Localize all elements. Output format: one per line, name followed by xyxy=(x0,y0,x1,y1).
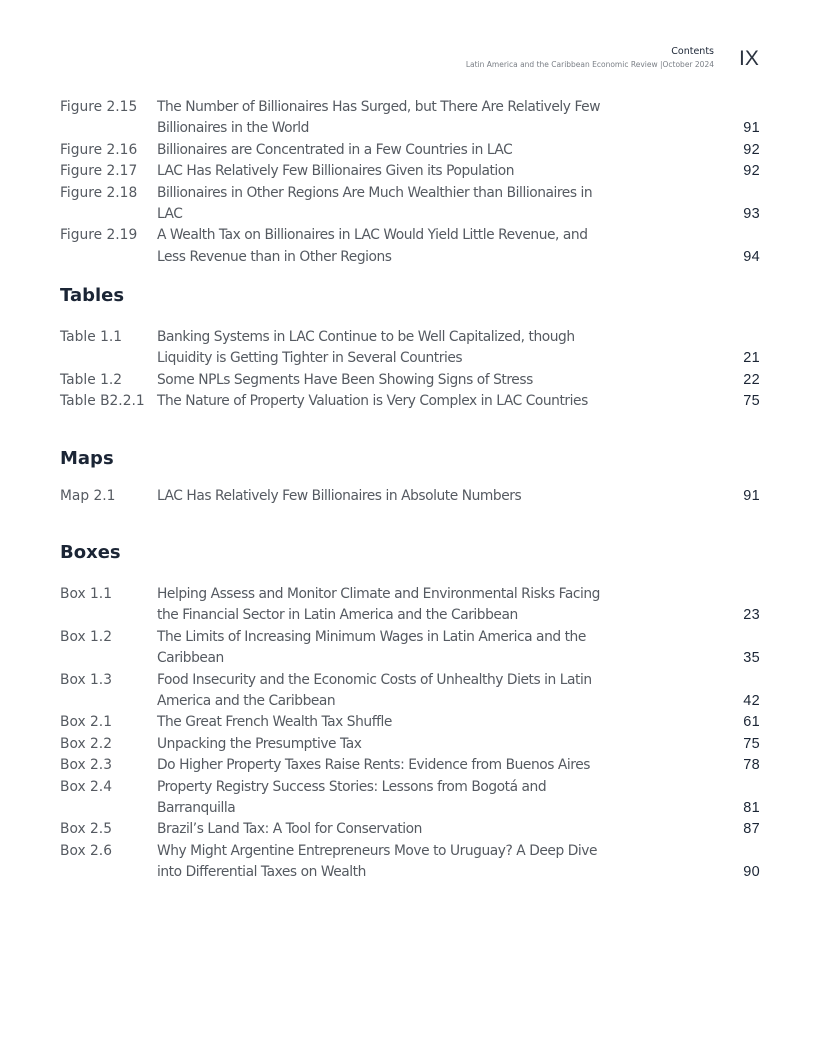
page-number: IX xyxy=(739,47,759,70)
entry-page-number: 61 xyxy=(743,714,760,731)
entry-title: Food Insecurity and the Economic Costs of Unhealthy Diets in Latin America and the Caribbean xyxy=(157,671,592,710)
entry-page-number: 92 xyxy=(743,141,760,158)
entry-title: The Limits of Increasing Minimum Wages in Latin America and the Caribbean xyxy=(157,628,586,667)
entry-title: Do Higher Property Taxes Raise Rents: Evidence from Buenos Aires xyxy=(157,757,590,774)
entry-label: Box 2.3 xyxy=(60,757,112,774)
maps-heading: Maps xyxy=(60,448,114,469)
header-title: Contents xyxy=(671,46,714,57)
entry-label: Table 1.2 xyxy=(60,371,123,388)
entry-label: Table 1.1 xyxy=(60,329,123,345)
toc-entry[interactable] xyxy=(60,712,760,733)
entry-label: Figure 2.18 xyxy=(60,184,138,201)
toc-entry[interactable] xyxy=(60,841,760,884)
toc-entry[interactable] xyxy=(60,391,760,412)
entry-page-number: 94 xyxy=(743,248,760,265)
entry-label: Box 1.2 xyxy=(60,628,112,645)
entry-title: Banking Systems in LAC Continue to be Well Capitalized, though Liquidity is Getting Tighter in Several Countries xyxy=(157,329,575,367)
toc-entry[interactable] xyxy=(60,777,760,820)
entry-label: Box 2.5 xyxy=(60,821,112,838)
entry-page-number: 81 xyxy=(743,800,760,817)
entry-title: The Number of Billionaires Has Surged, but There Are Relatively Few Billionaires in the World xyxy=(157,99,601,137)
toc-entry[interactable] xyxy=(60,161,760,182)
toc-entry[interactable] xyxy=(60,734,760,755)
entry-page-number: 91 xyxy=(743,120,760,137)
toc-entry[interactable] xyxy=(60,486,760,507)
entry-title: The Great French Wealth Tax Shuffle xyxy=(157,714,392,731)
entry-title: LAC Has Relatively Few Billionaires in Absolute Numbers xyxy=(157,488,522,504)
toc-entry[interactable] xyxy=(60,584,760,627)
entry-page-number: 35 xyxy=(743,650,760,667)
entry-title: LAC Has Relatively Few Billionaires Given its Population xyxy=(157,163,515,180)
entry-label: Box 2.4 xyxy=(60,778,112,795)
entry-label: Box 2.6 xyxy=(60,842,112,859)
toc-entry[interactable] xyxy=(60,755,760,776)
entry-page-number: 42 xyxy=(743,693,760,710)
entry-page-number: 90 xyxy=(743,864,760,881)
entry-page-number: 87 xyxy=(743,821,760,838)
tables-heading: Tables xyxy=(60,285,125,306)
boxes-list xyxy=(60,584,760,884)
toc-entry[interactable] xyxy=(60,183,760,226)
toc-entry[interactable] xyxy=(60,370,760,391)
tables-list xyxy=(60,327,760,413)
entry-page-number: 75 xyxy=(743,735,760,752)
entry-title: Billionaires in Other Regions Are Much Wealthier than Billionaires in LAC xyxy=(157,184,593,223)
entry-label: Box 1.3 xyxy=(60,671,112,688)
entry-title: A Wealth Tax on Billionaires in LAC Would Yield Little Revenue, and Less Revenue than in Other Regions xyxy=(157,227,588,265)
entry-label: Figure 2.17 xyxy=(60,163,138,180)
running-header xyxy=(466,45,714,70)
maps-list xyxy=(60,486,760,507)
entry-page-number: 75 xyxy=(743,393,760,410)
entry-page-number: 23 xyxy=(743,607,760,624)
toc-entry[interactable] xyxy=(60,819,760,840)
entry-title: Why Might Argentine Entrepreneurs Move to Uruguay? A Deep Dive into Differential Taxes on Wealth xyxy=(157,842,598,881)
toc-entry[interactable] xyxy=(60,627,760,670)
entry-page-number: 22 xyxy=(743,371,760,388)
entry-title: Brazil’s Land Tax: A Tool for Conservation xyxy=(157,821,422,838)
entry-label: Table B2.2.1 xyxy=(60,393,145,410)
entry-title: Billionaires are Concentrated in a Few Countries in LAC xyxy=(157,141,513,158)
entry-title: Property Registry Success Stories: Lessons from Bogotá and Barranquilla xyxy=(157,778,547,817)
entry-label: Box 2.1 xyxy=(60,714,112,731)
entry-title: Some NPLs Segments Have Been Showing Signs of Stress xyxy=(157,371,533,388)
entry-label: Map 2.1 xyxy=(60,488,116,504)
entry-page-number: 21 xyxy=(743,350,760,367)
entry-label: Box 2.2 xyxy=(60,735,112,752)
entry-page-number: 92 xyxy=(743,163,760,180)
entry-label: Figure 2.19 xyxy=(60,227,138,244)
toc-entry[interactable] xyxy=(60,97,760,140)
entry-label: Figure 2.16 xyxy=(60,141,138,158)
entry-label: Box 1.1 xyxy=(60,586,112,602)
figures-list xyxy=(60,97,760,268)
entry-title: Unpacking the Presumptive Tax xyxy=(157,735,362,752)
toc-entry[interactable] xyxy=(60,225,760,268)
toc-entry[interactable] xyxy=(60,140,760,161)
toc-entry[interactable] xyxy=(60,327,760,370)
entry-page-number: 93 xyxy=(743,206,760,223)
entry-page-number: 78 xyxy=(743,757,760,774)
header-subtitle: Latin America and the Caribbean Economic Review |October 2024 xyxy=(465,60,714,69)
boxes-heading: Boxes xyxy=(60,542,121,563)
entry-label: Figure 2.15 xyxy=(60,99,138,115)
entry-title: The Nature of Property Valuation is Very Complex in LAC Countries xyxy=(157,393,588,410)
toc-entry[interactable] xyxy=(60,670,760,713)
entry-title: Helping Assess and Monitor Climate and Environmental Risks Facing the Financial Sector in Latin America and the Caribbean xyxy=(157,586,600,624)
entry-page-number: 91 xyxy=(743,488,760,504)
